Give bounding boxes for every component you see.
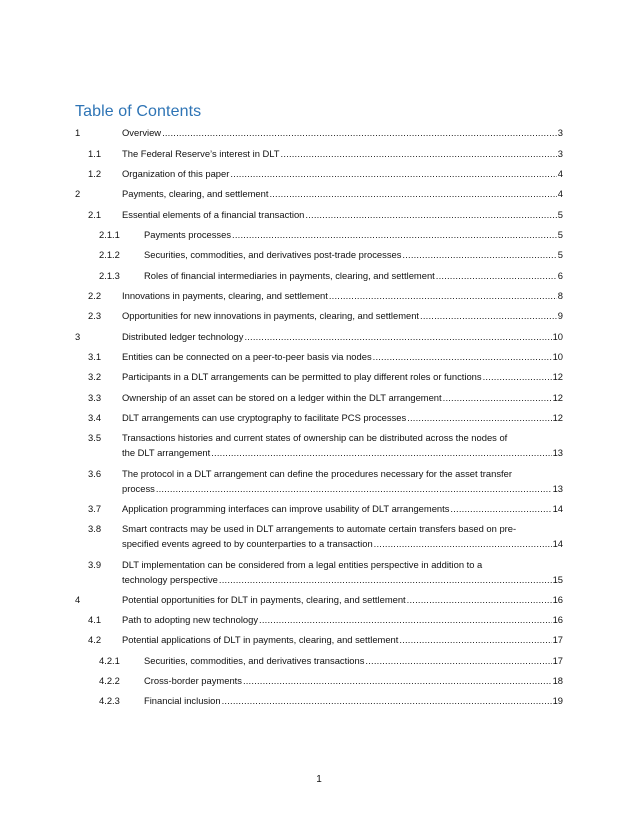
toc-entry-title: Payments processes [144,229,232,240]
dot-leader [450,501,551,516]
toc-entry-page: 12 [552,371,563,382]
toc-entry-number: 3.3 [88,392,102,403]
page-number: 1 [316,774,322,785]
toc-entry-page: 15 [552,574,563,585]
toc-entry-title: Participants in a DLT arrangements can be permitted to play different roles or functions [122,371,482,382]
toc-entry-title: The Federal Reserve’s interest in DLT [122,148,280,159]
toc-entry-number: 2.1 [88,209,102,220]
toc-entry-page: 12 [552,412,563,423]
dot-leader [230,166,556,181]
dot-leader [373,349,552,364]
toc-entry-page: 16 [552,614,563,625]
toc-entry-page: 5 [557,229,563,240]
toc-entry-number: 3.2 [88,371,102,382]
toc-entry-title-continued: the DLT arrangement [122,447,211,458]
toc-entry-page: 10 [552,331,563,342]
toc-entry-page: 14 [552,503,563,514]
toc-entry-number: 2.2 [88,290,102,301]
dot-leader [244,329,551,344]
toc-entry-number: 4.2.2 [99,675,120,686]
toc-entry-title: Potential opportunities for DLT in payments, clearing, and settlement [122,594,406,605]
toc-entry-page: 3 [557,127,563,138]
toc-entry-number: 3.8 [88,523,102,534]
toc-entry-number: 4.1 [88,614,102,625]
toc-entry-number: 2.1.1 [99,229,120,240]
dot-leader [483,369,552,384]
dot-leader [281,146,557,161]
dot-leader [407,410,551,425]
toc-entry-number: 2.1.3 [99,270,120,281]
dot-leader [219,572,552,587]
toc-entry-page: 16 [552,594,563,605]
dot-leader [243,673,552,688]
dot-leader [407,592,552,607]
toc-entry-number: 3.9 [88,559,102,570]
toc-heading: Table of Contents [75,103,202,120]
dot-leader [232,227,557,242]
toc-entry-title: Securities, commodities, and derivatives transactions [144,655,365,666]
toc-entry-page: 10 [552,351,563,362]
toc-entry-title: Securities, commodities, and derivatives post-trade processes [144,249,402,260]
toc-entry-title: Application programming interfaces can improve usability of DLT arrangements [122,503,450,514]
toc-entry-page: 19 [552,695,563,706]
toc-entry-page: 5 [557,249,563,260]
toc-entry-title: Innovations in payments, clearing, and settlement [122,290,328,301]
dot-leader [443,390,552,405]
toc-entry-number: 4.2 [88,634,102,645]
toc-entry-number: 3.5 [88,432,102,443]
toc-entry-title: Financial inclusion [144,695,221,706]
toc-entry-page: 12 [552,392,563,403]
toc-entry-number: 2.1.2 [99,249,120,260]
dot-leader [259,612,552,627]
toc-entry-title: Smart contracts may be used in DLT arrangements to automate certain transfers based on pre- [122,523,517,534]
dot-leader [305,207,556,222]
toc-entry-title: Organization of this paper [122,168,230,179]
dot-leader [420,308,557,323]
dot-leader [374,536,552,551]
toc-entry-number: 3.1 [88,351,102,362]
toc-entry-title: Overview [122,127,162,138]
toc-entry-number: 1 [75,127,81,138]
toc-entry-page: 14 [552,538,563,549]
dot-leader [436,268,557,283]
toc-entry-number: 2.3 [88,310,102,321]
toc-entry-title-continued: specified events agreed to by counterparties to a transaction [122,538,373,549]
toc-entry-number: 1.1 [88,148,102,159]
toc-entry-number: 4.2.1 [99,655,120,666]
toc-entry-title: Transactions histories and current states of ownership can be distributed across the nodes of [122,432,508,443]
toc-entry-number: 3 [75,331,81,342]
toc-entry-title: Essential elements of a financial transaction [122,209,305,220]
dot-leader [365,653,551,668]
toc-entry-page: 4 [557,188,563,199]
dot-leader [222,693,552,708]
toc-entry-page: 17 [552,634,563,645]
toc-entry-title: Path to adopting new technology [122,614,259,625]
toc-entry-page: 9 [557,310,563,321]
toc-entry-title: Entities can be connected on a peer-to-peer basis via nodes [122,351,372,362]
toc-entry-title-continued: process [122,483,155,494]
toc-entry-title: Cross-border payments [144,675,242,686]
toc-entry-page: 4 [557,168,563,179]
toc-entry-number: 3.6 [88,468,102,479]
toc-entry-page: 18 [552,675,563,686]
dot-leader [399,632,551,647]
dot-leader [211,445,551,460]
toc-entry-number: 3.4 [88,412,102,423]
dot-leader [402,247,556,262]
dot-leader [156,481,552,496]
toc-entry-title: Roles of financial intermediaries in payments, clearing, and settlement [144,270,435,281]
dot-leader [329,288,557,303]
dot-leader [269,186,556,201]
toc-entry-title: DLT implementation can be considered from a legal entities perspective in addition to a [122,559,483,570]
toc-entry-title: Potential applications of DLT in payments, clearing, and settlement [122,634,399,645]
toc-entry-page: 6 [557,270,563,281]
toc-entry-page: 8 [557,290,563,301]
toc-entry-title: The protocol in a DLT arrangement can define the procedures necessary for the asset transfer [122,468,512,479]
toc-entry-page: 5 [557,209,563,220]
toc-entry-page: 13 [552,483,563,494]
toc-entry-number: 1.2 [88,168,102,179]
toc-entry-page: 3 [557,148,563,159]
toc-entry-page: 17 [552,655,563,666]
toc-entry-title: Opportunities for new innovations in payments, clearing, and settlement [122,310,420,321]
toc-entry-title: Payments, clearing, and settlement [122,188,269,199]
toc-entry-number: 2 [75,188,81,199]
toc-entry-number: 3.7 [88,503,102,514]
dot-leader [162,125,557,140]
toc-entry-title: Distributed ledger technology [122,331,244,342]
toc-entry-title-continued: technology perspective [122,574,218,585]
toc-entry-title: Ownership of an asset can be stored on a ledger within the DLT arrangement [122,392,442,403]
toc-entry-number: 4 [75,594,81,605]
toc-entry-title: DLT arrangements can use cryptography to facilitate PCS processes [122,412,407,423]
toc-entry-number: 4.2.3 [99,695,120,706]
toc-entry-page: 13 [552,447,563,458]
